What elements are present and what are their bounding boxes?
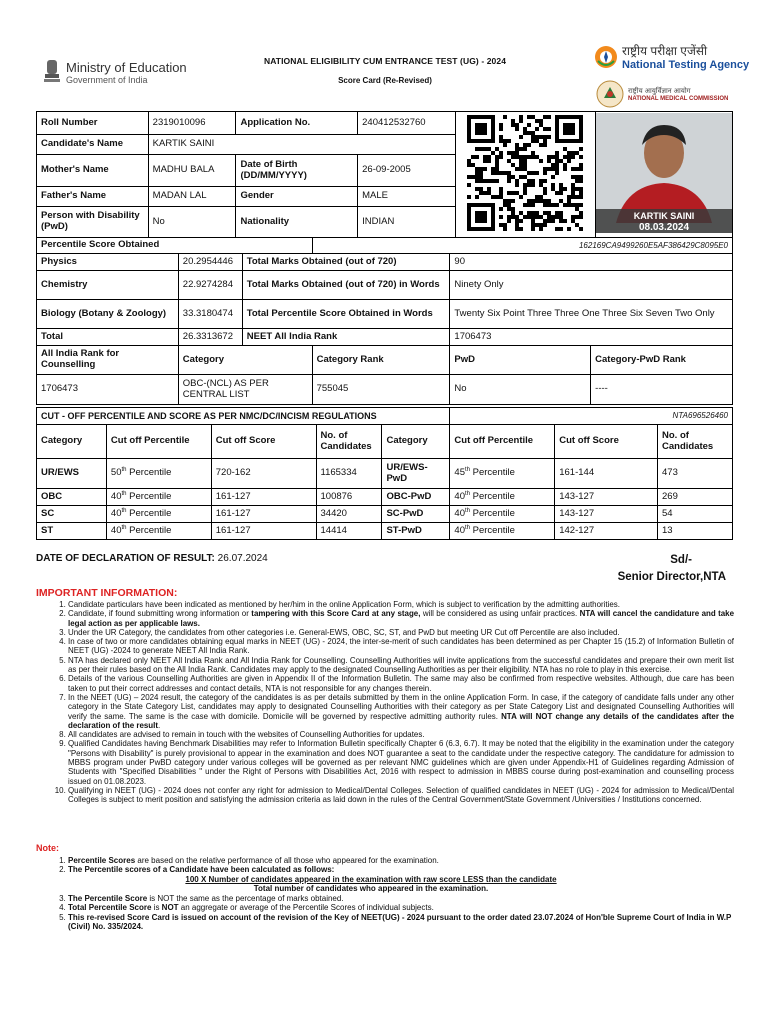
total-percentile-label: Total xyxy=(37,329,179,346)
total-marks-label: Total Marks Obtained (out of 720) xyxy=(242,254,450,271)
physics-value: 20.2954446 xyxy=(178,254,242,271)
important-info-list xyxy=(54,600,734,805)
cutoff-header-candidates: No. of Candidates xyxy=(316,425,382,459)
nationality-label: Nationality xyxy=(236,207,358,238)
cutoff-percentile: 40th Percentile xyxy=(106,489,211,506)
list-item: 4. Total Percentile Score is NOT an aggregate or average of the Percentile Scores of individual subjects. xyxy=(68,903,734,912)
cutoff-score-pwd: 143-127 xyxy=(555,506,658,523)
percentile-header: Percentile Score Obtained xyxy=(37,238,313,254)
cutoff-score-pwd: 143-127 xyxy=(555,489,658,506)
air-counselling-header: All India Rank for Counselling xyxy=(37,346,179,375)
score-hash: 162169CA9499260E5AF386429C8095E0 xyxy=(312,238,732,254)
list-item: 1. Percentile Scores are based on the relative performance of all those who appeared for the examination. xyxy=(68,856,734,865)
list-item: 1. Candidate particulars have been indicated as mentioned by her/him in the online Application Form, which is subject to verification by the admitting authorities. xyxy=(68,600,734,609)
cutoff-candidates-pwd: 473 xyxy=(658,459,733,489)
nmc-emblem-icon xyxy=(596,80,624,108)
nmc-logo xyxy=(596,80,728,108)
exam-title: NATIONAL ELIGIBILITY CUM ENTRANCE TEST (UG) - 2024 xyxy=(263,56,507,66)
list-item: 8. All candidates are advised to remain in touch with the websites of Counselling Authorities for updates. xyxy=(68,730,734,739)
moe-title: Ministry of Education xyxy=(66,59,187,75)
qr-code-icon xyxy=(456,113,594,233)
category-value: OBC-(NCL) AS PER CENTRAL LIST xyxy=(178,375,312,405)
moe-logo xyxy=(42,58,187,86)
list-item: 7. In the NEET (UG) – 2024 result, the category of the candidates is as per details submitted by them in the online Application Form. In case, if the category of candidate falls under any other category in the State Category List, candidates may apply to designated Counselling Authorities with their category as per State Category List and designated Counselling Authorities will verify the same. The same is the case with domicile. Domicile will be governed by respective admitting authority rules. NTA will NOT change any details of the candidates after the declaration of the result. xyxy=(68,693,734,730)
total-words-value: Ninety Only xyxy=(450,271,733,300)
cutoff-score: 161-127 xyxy=(211,489,316,506)
cutoff-table xyxy=(36,407,733,540)
nmc-hindi-name: राष्ट्रीय आयुर्विज्ञान आयोग xyxy=(628,87,691,95)
father-name-label: Father's Name xyxy=(37,187,149,207)
list-item: 6. Details of the various Counselling Authorities are given in Appendix II of the Information Bulletin. The same may also be confirmed from respective websites. Although, due care has been taken to put their correct addresses and contact details, NTA is not responsible for any changes therein. xyxy=(68,674,734,693)
scorecard-subtitle: Score Card (Re-Revised) xyxy=(338,76,432,85)
gender-value: MALE xyxy=(358,187,456,207)
nta-english-name: National Testing Agency xyxy=(622,59,750,71)
chemistry-value: 22.9274284 xyxy=(178,271,242,300)
list-item: 5. NTA has declared only NEET All India Rank and All India Rank for Counselling. Counselling Authorities will invite applications from the successful candidates and prepare their own merit list as per their rules based on the All India Rank. Candidates may apply to the designated Counselling Authorities as per their eligibility. NTA has no role to play in this exercise. xyxy=(68,656,734,675)
biology-value: 33.3180474 xyxy=(178,300,242,329)
total-marks-value: 90 xyxy=(450,254,733,271)
category-rank-header: Category Rank xyxy=(312,346,450,375)
percentile-words-value: Twenty Six Point Three Three One Three Six Seven Two Only xyxy=(450,300,733,329)
cutoff-category-pwd: SC-PwD xyxy=(382,506,450,523)
formula-denominator: Total number of candidates who appeared in the examination. xyxy=(253,884,489,894)
cutoff-header-score: Cut off Score xyxy=(211,425,316,459)
photo-caption-name: KARTIK SAINI xyxy=(633,210,695,221)
cutoff-percentile-pwd: 45th Percentile xyxy=(450,459,555,489)
dob-value: 26-09-2005 xyxy=(358,155,456,187)
candidate-details-table xyxy=(36,111,733,238)
table-row xyxy=(37,523,733,540)
father-name-value: MADAN LAL xyxy=(148,187,236,207)
moe-subtitle: Government of India xyxy=(66,74,148,85)
gender-label: Gender xyxy=(236,187,358,207)
cutoff-category-pwd: UR/EWS-PwD xyxy=(382,459,450,489)
cutoff-title: CUT - OFF PERCENTILE AND SCORE AS PER NMC/DC/INCISM REGULATIONS xyxy=(37,408,450,425)
cutoff-percentile-pwd: 40th Percentile xyxy=(450,506,555,523)
cutoff-header-score-2: Cut off Score xyxy=(555,425,658,459)
nmc-english-name: NATIONAL MEDICAL COMMISSION xyxy=(628,95,729,102)
cutoff-category: ST xyxy=(37,523,107,540)
table-row xyxy=(37,489,733,506)
neet-air-label: NEET All India Rank xyxy=(242,329,450,346)
biology-label: Biology (Botany & Zoology) xyxy=(37,300,179,329)
signatory-block xyxy=(606,552,726,587)
cutoff-score-pwd: 142-127 xyxy=(555,523,658,540)
nta-emblem-icon xyxy=(594,45,618,69)
cutoff-score: 161-127 xyxy=(211,523,316,540)
scores-table xyxy=(36,237,733,405)
cutoff-percentile-pwd: 40th Percentile xyxy=(450,489,555,506)
cutoff-header-percentile-2: Cut off Percentile xyxy=(450,425,555,459)
important-info-title: IMPORTANT INFORMATION: xyxy=(36,587,178,599)
category-pwd-rank-value: ---- xyxy=(591,375,733,405)
cutoff-candidates-pwd: 269 xyxy=(658,489,733,506)
declaration-date-value: 26.07.2024 xyxy=(214,553,268,564)
cutoff-candidates-pwd: 54 xyxy=(658,506,733,523)
table-row xyxy=(37,506,733,523)
list-item: 2. The Percentile scores of a Candidate have been calculated as follows: 100 X Number of candidates appeared in the examination with raw score LESS than the candidate Total number of candidates who appeared in the examination. xyxy=(68,865,734,893)
formula-numerator: 100 X Number of candidates appeared in the examination with raw score LESS than the candidate xyxy=(185,874,557,884)
list-item: 4. In case of two or more candidates obtaining equal marks in NEET (UG) - 2024, the inter-se-merit of such candidates has been determined as per Chapter 15 (15.2) of Information Bulletin of NEET (UG) -2024 to generate NEET All India Rank. xyxy=(68,637,734,656)
chemistry-label: Chemistry xyxy=(37,271,179,300)
nta-logo xyxy=(594,42,749,71)
mother-name-value: MADHU BALA xyxy=(148,155,236,187)
note-title: Note: xyxy=(36,843,59,853)
sd-text: Sd/- xyxy=(670,554,692,566)
cutoff-candidates: 14414 xyxy=(316,523,382,540)
nationality-value: INDIAN xyxy=(358,207,456,238)
air-counselling-value: 1706473 xyxy=(37,375,179,405)
percentile-words-label: Total Percentile Score Obtained in Words xyxy=(242,300,450,329)
mother-name-label: Mother's Name xyxy=(37,155,149,187)
pwd-value-2: No xyxy=(450,375,591,405)
list-item: 3. The Percentile Score is NOT the same as the percentage of marks obtained. xyxy=(68,894,734,903)
category-header: Category xyxy=(178,346,312,375)
cutoff-score-pwd: 161-144 xyxy=(555,459,658,489)
roll-number-value: 2319010096 xyxy=(148,112,236,135)
neet-air-value: 1706473 xyxy=(450,329,733,346)
application-no-label: Application No. xyxy=(236,112,358,135)
cutoff-percentile: 40th Percentile xyxy=(106,506,211,523)
cutoff-candidates-pwd: 13 xyxy=(658,523,733,540)
category-pwd-rank-header: Category-PwD Rank xyxy=(591,346,733,375)
cutoff-header-category-2: Category xyxy=(382,425,450,459)
pwd-header: PwD xyxy=(450,346,591,375)
cutoff-percentile: 40th Percentile xyxy=(106,523,211,540)
cutoff-category-pwd: OBC-PwD xyxy=(382,489,450,506)
dob-label: Date of Birth (DD/MM/YYYY) xyxy=(236,155,358,187)
roll-number-label: Roll Number xyxy=(37,112,149,135)
candidate-name-value: KARTIK SAINI xyxy=(148,135,455,155)
cutoff-score: 161-127 xyxy=(211,506,316,523)
application-no-value: 240412532760 xyxy=(358,112,456,135)
cutoff-category: UR/EWS xyxy=(37,459,107,489)
cutoff-category-pwd: ST-PwD xyxy=(382,523,450,540)
table-row xyxy=(37,459,733,489)
list-item: 9. Qualified Candidates having Benchmark Disabilities may refer to Information Bulletin specifically Chapter 6 (6.3, 6.7). It may be noted that the eligibility in the examination under the category "Persons with Disability" is purely provisional to appear in the examination and does NOT guarantee a seat to the candidate under the respective category. The candidature for admission to MBBS program under PwBD category under various colleges will be governed as per relevant NMC guidelines which are given under Appendix-H1 of Guidelines regarding Admission of Students with "Specified Disabilities " under the Right of Persons with Disabilities Act, 2016 with respect to admission in MBBS course during post-examination and counselling process issued on 01.08.2023. xyxy=(68,739,734,785)
list-item: 10. Qualifying in NEET (UG) - 2024 does not confer any right for admission to Medical/Dental Colleges. Selection of qualified candidates in NEET (UG) - 2024 for admission to Medical/Dental Colleges is subject to merit position and satisfying the admission criteria as laid down in the rules of the Central Government/State Government /Universities / Institutions concerned. xyxy=(68,786,734,805)
list-item: 2. Candidate, if found submitting wrong information or tampering with this Score Card at any stage, will be considered as using unfair practices. NTA will cancel the candidature and take legal action as per applicable laws. xyxy=(68,609,734,628)
cutoff-candidates: 100876 xyxy=(316,489,382,506)
pwd-label: Person with Disability (PwD) xyxy=(37,207,149,238)
cutoff-percentile-pwd: 40th Percentile xyxy=(450,523,555,540)
page-header xyxy=(0,0,768,108)
photo-caption-date: 08.03.2024 xyxy=(638,221,689,233)
signatory-title: Senior Director,NTA xyxy=(617,571,726,584)
cutoff-header-candidates-2: No. of Candidates xyxy=(658,425,733,459)
cutoff-candidates: 34420 xyxy=(316,506,382,523)
category-rank-value: 755045 xyxy=(312,375,450,405)
candidate-name-label: Candidate's Name xyxy=(37,135,149,155)
candidate-photo xyxy=(595,112,732,238)
physics-label: Physics xyxy=(37,254,179,271)
candidate-photo-image xyxy=(596,113,732,233)
cutoff-code: NTA696526460 xyxy=(450,408,733,425)
cutoff-header-percentile: Cut off Percentile xyxy=(106,425,211,459)
note-list xyxy=(54,856,734,932)
list-item: 5. This re-revised Score Card is issued on account of the revision of the Key of NEET(UG) - 2024 pursuant to the order dated 23.07.2024 of Hon'ble Supreme Court of India in W.P (Civil) No. 335/2024. xyxy=(68,913,734,932)
cutoff-score: 720-162 xyxy=(211,459,316,489)
pwd-value: No xyxy=(148,207,236,238)
cutoff-category: SC xyxy=(37,506,107,523)
qr-code xyxy=(455,112,595,238)
total-percentile-value: 26.3313672 xyxy=(178,329,242,346)
cutoff-header-category: Category xyxy=(37,425,107,459)
cutoff-candidates: 1165334 xyxy=(316,459,382,489)
nta-hindi-name: राष्ट्रीय परीक्षा एजेंसी xyxy=(622,44,708,58)
declaration-date xyxy=(36,553,268,564)
total-words-label: Total Marks Obtained (out of 720) in Words xyxy=(242,271,450,300)
cutoff-percentile: 50th Percentile xyxy=(106,459,211,489)
list-item: 3. Under the UR Category, the candidates from other categories i.e. General-EWS, OBC, SC, ST, and PwD but meeting UR Cut off Percentile are also included. xyxy=(68,628,734,637)
declaration-label: DATE OF DECLARATION OF RESULT: xyxy=(36,553,215,564)
cutoff-category: OBC xyxy=(37,489,107,506)
national-emblem-icon xyxy=(42,58,62,86)
